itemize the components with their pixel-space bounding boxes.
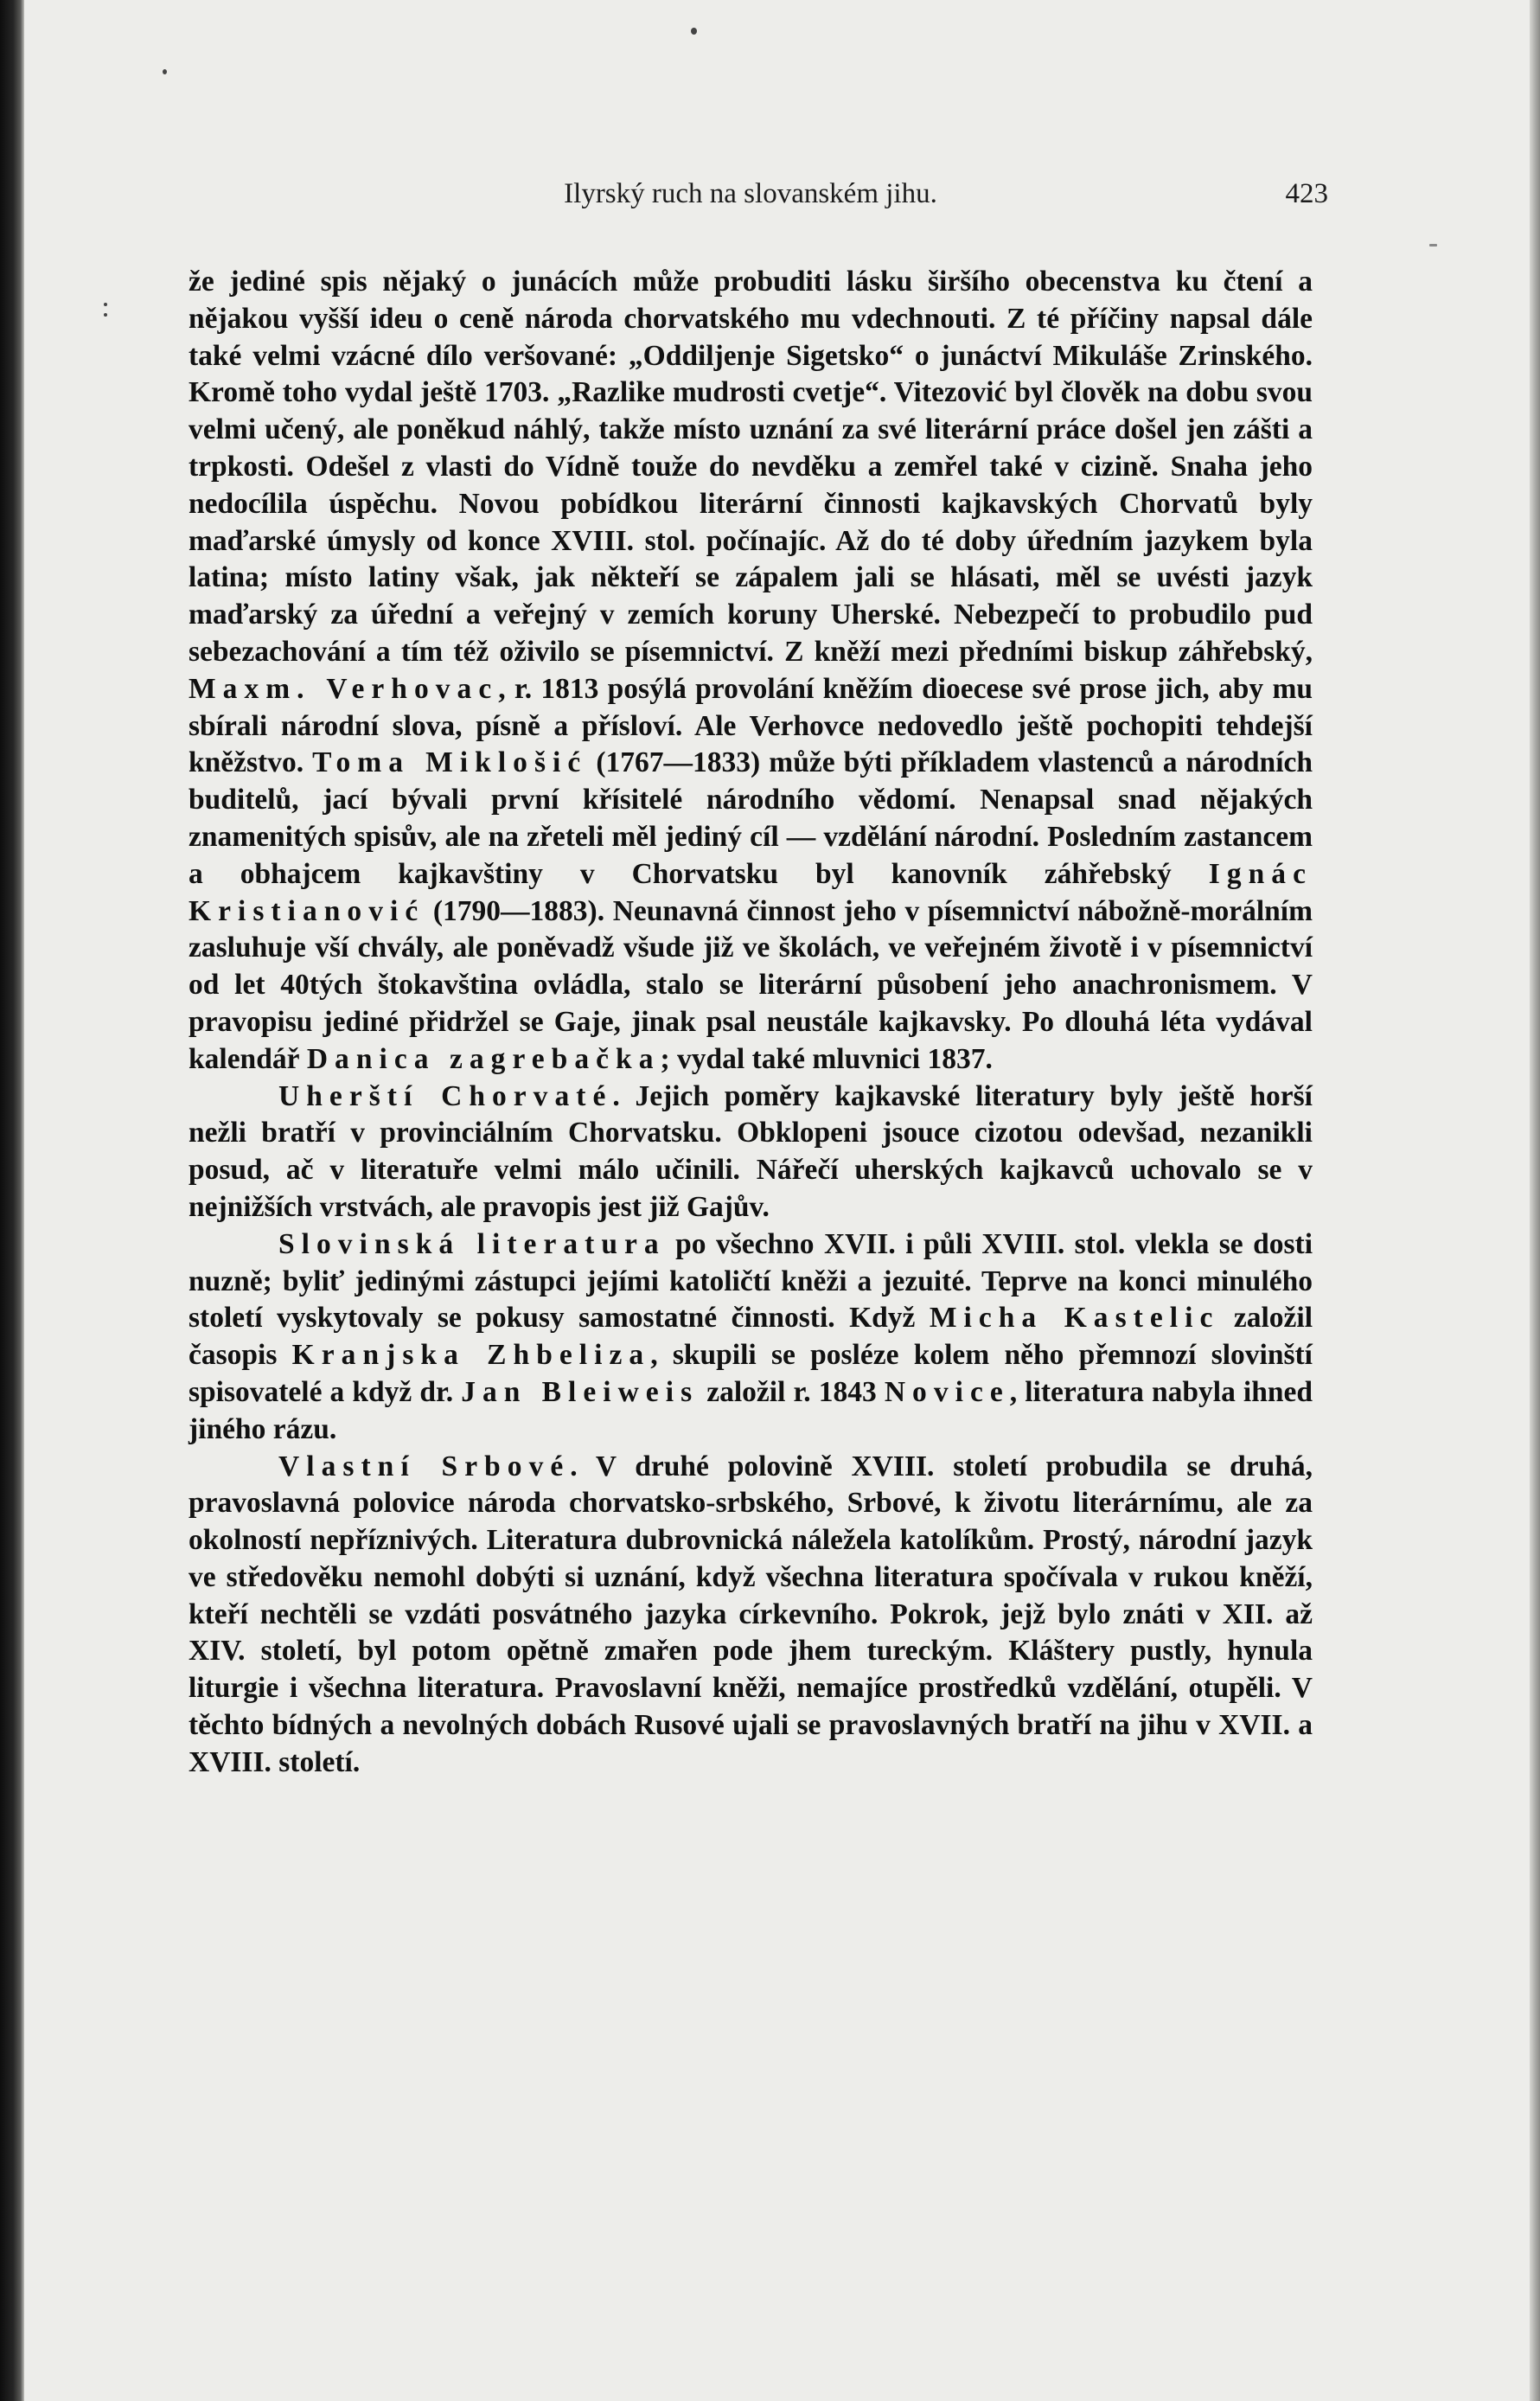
text-run: , literatura nabyla ihned jiného rázu. [189, 1375, 1313, 1445]
paragraph [189, 264, 1313, 1079]
spaced-name: Micha Kastelic [929, 1302, 1220, 1335]
spaced-name: Jan Bleiweis [461, 1375, 700, 1408]
paragraph [189, 1079, 1313, 1226]
spaced-name: Toma Miklošić [312, 746, 588, 779]
text-run: (1767—1833) může býti příkladem vlastenců a národních buditelů, jací bývali první křísitelé národního vědomí. Nenapsal snad nějakých znamenitých spisův, ale na zřeteli měl jediný cíl — vzdělání národní. Posledním zastancem a obhajcem kajkavštiny v Chorvatsku byl kanovník záhřebský [189, 746, 1313, 890]
page-binding-edge [0, 0, 24, 2401]
spaced-name: Maxm. Verhovac [189, 672, 499, 705]
ink-speck [163, 69, 167, 74]
spaced-name: Uherští Chorvaté [278, 1079, 613, 1112]
text-run: . Jejich poměry kajkavské literatury byly ještě horší nežli bratří v provinciálním Chorvatsku. Obklopeni jsouce cizotou odevšad, nezanikli posud, ač v literatuře velmi málo učinili. Nářečí uherských kajkavců uchovalo se v nejnižších vrstvách, ale pravopis jest již Gajův. [189, 1079, 1313, 1223]
spaced-name: Kranjska Zhbeliza [291, 1339, 651, 1372]
text-run: , skupili se posléze kolem něho přemnozí slovinští spisovatelé a když dr. [189, 1339, 1313, 1408]
text-run: založil r. 1843 [699, 1375, 885, 1408]
ink-speck [691, 28, 697, 35]
text-run: , r. 1813 posýlá provolání kněžím dioecese své prose jich, aby mu sbírali národní slova, písně a přísloví. Ale Verhovce nedovedlo ještě pochopiti tehdejší kněžstvo. [189, 672, 1313, 779]
text-run: ; vydal také mluvnici 1837. [660, 1042, 993, 1075]
text-run: po všechno XVII. i půli XVIII. stol. vlekla se dosti nuzně; byliť jedinými zástupci jejími katoličtí kněži a jezuité. Teprve na konci minulého století vyskytovaly se pokusy samostatné činnosti. Když [189, 1227, 1313, 1335]
spaced-name: Vlastní Srbové [278, 1450, 571, 1482]
paragraph [189, 1449, 1313, 1782]
page-right-edge [1530, 0, 1540, 2401]
body-text [189, 264, 1313, 1782]
text-run: (1790—1883). Neunavná činnost jeho v písemnictví nábožně-morálním zasluhuje vší chvály, ale poněvadž všude již ve školách, ve veřejném životě i v písemnictví od let 40tých štokavština ovládla, stalo se literární působení jeho anachronismem. V pravopisu jediné přidržel se Gaje, jinak psal neustále kajkavsky. Po dlouhá léta vydával kalendář [189, 894, 1313, 1075]
text-run: založil časopis [189, 1302, 1313, 1372]
page-number: 423 [1285, 178, 1328, 209]
ink-speck [104, 313, 107, 317]
running-head: Ilyrský ruch na slovanském jihu. [564, 178, 937, 209]
spaced-name: Ignác Kristianović [189, 857, 1313, 927]
book-page [24, 0, 1540, 2401]
text-run: že jediné spis nějaký o junácích může probuditi lásku širšího obecenstva ku čtení a nějakou vyšší ideu o ceně národa chorvatského mu vdechnouti. Z té příčiny napsal dále také velmi vzácné dílo veršované: „Oddiljenje Sigetsko“ o junáctví Mikuláše Zrinského. Kromě toho vydal ještě 1703. „Razlike mudrosti cvetje“. Vitezović byl člověk na dobu svou velmi učený, ale poněkud náhlý, takže místo uznání za své literární práce došel jen zášti a trpkosti. Odešel z vlasti do Vídně touže do nevděku a zemřel také v cizině. Snaha jeho nedocílila úspěchu. Novou pobídkou literární činnosti kajkavských Chorvatů byly maďarské úmysly od konce XVIII. stol. počínajíc. Až do té doby úředním jazykem byla latina; místo latiny však, jak někteří se zápalem jali se hlásati, měl se uvésti jazyk maďarský za úřední a veřejný v zemích koruny Uherské. Nebezpečí to probudilo pud sebezachování a tím též oživilo se písemnictví. Z kněží mezi předními biskup záhřebský, [189, 266, 1313, 668]
text-run: . V druhé polovině XVIII. století probudila se druhá, pravoslavná polovice národa chorvatsko-srbského, Srbové, k životu literárnímu, ale za okolností nepříznivých. Literatura dubrovnická náležela katolíkům. Prostý, národní jazyk ve středověku nemohl dobýti si uznání, když všechna literatura spočívala v rukou kněží, kteří nechtěli se vzdáti posvátného jazyka církevního. Pokrok, jejž bylo znáti v XII. až XIV. století, byl potom opětně zmařen pode jhem tureckým. Kláštery pustly, hynula liturgie i všechna literatura. Pravoslavní kněži, nemajíce prostředků vzdělání, otupěli. V těchto bídných a nevolných dobách Rusové ujali se pravoslavných bratří na jihu v XVII. a XVIII. století. [189, 1450, 1313, 1778]
spaced-name: Danica zagrebačka [306, 1042, 661, 1075]
ink-speck [1429, 244, 1437, 247]
spaced-name: Slovinská literatura [278, 1227, 666, 1260]
page-header [173, 178, 1328, 221]
spaced-name: Novice [884, 1375, 1010, 1408]
paragraph [189, 1226, 1313, 1449]
ink-speck [104, 303, 107, 306]
